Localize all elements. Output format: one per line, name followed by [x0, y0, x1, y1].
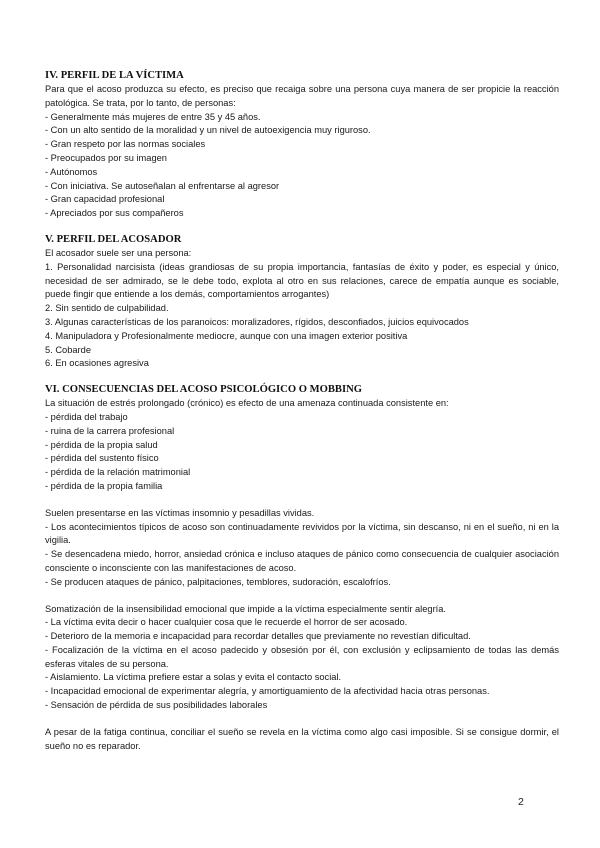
section-harasser-profile	[45, 233, 559, 371]
symptoms-list	[45, 521, 559, 590]
list-item: - Sensación de pérdida de sus posibilidades laborales	[45, 700, 268, 711]
list-item: 3. Algunas características de los paranoicos: moralizadores, rígidos, desconfiados, juicios equivocados	[45, 316, 469, 327]
list-item: 4. Manipuladora y Profesionalmente mediocre, aunque con una imagen exterior positiva	[45, 330, 408, 341]
section-intro: Para que el acoso produzca su efecto, es preciso que recaiga sobre una persona cuya manera de ser propicie la reacción patológica. Se trata, por lo tanto, de personas:	[45, 84, 559, 108]
list-item: - Se producen ataques de pánico, palpitaciones, temblores, sudoración, escalofríos.	[45, 576, 391, 587]
list-item: 2. Sin sentido de culpabilidad.	[45, 303, 169, 314]
list-item: - Deterioro de la memoria e incapacidad para recordar detalles que previamente no revestían dificultad.	[45, 631, 471, 642]
section-intro: El acosador suele ser una persona:	[45, 247, 192, 258]
list-item: - Con iniciativa. Se autoseñalan al enfrentarse al agresor	[45, 180, 280, 191]
list-item: - La víctima evita decir o hacer cualquier cosa que le recuerde el horror de ser acosado.	[45, 617, 408, 628]
list-item: - ruina de la carrera profesional	[45, 425, 175, 436]
list-item: - Gran capacidad profesional	[45, 194, 165, 205]
harasser-traits-list	[45, 261, 559, 371]
section-heading: VI. CONSECUENCIAS DEL ACOSO PSICOLÓGICO O MOBBING	[45, 384, 362, 396]
list-item: - Se desencadena miedo, horror, ansiedad crónica e incluso ataques de pánico como consecuencia de cualquier asociación consciente o inconsciente con las manifestaciones de acoso.	[45, 549, 559, 573]
list-item: - Aislamiento. La víctima prefiere estar a solas y evita el contacto social.	[45, 672, 342, 683]
list-item: 1. Personalidad narcisista (ideas grandiosas de su propia importancia, fantasías de éxito y poder, es especial y único, necesidad de ser admirado, se le debe todo, explota al otro en sus relaciones, carece de empatía aunque es sociable, puede fingir que entiende a los demás, comportamientos arrogantes)	[45, 261, 559, 300]
list-item: - Autónomos	[45, 166, 98, 177]
somatization-list	[45, 616, 559, 713]
document-page	[45, 69, 559, 753]
page-number: 2	[518, 796, 524, 808]
section-heading: IV. PERFIL DE LA VÍCTIMA	[45, 70, 184, 81]
list-item: - Gran respeto por las normas sociales	[45, 139, 206, 150]
list-item: 5. Cobarde	[45, 344, 91, 355]
list-item: - pérdida del sustento físico	[45, 453, 159, 464]
paragraph: Suelen presentarse en las víctimas insomnio y pesadillas vividas.	[45, 507, 315, 518]
list-item: - pérdida de la relación matrimonial	[45, 467, 191, 478]
list-item: - Generalmente más mujeres de entre 35 y 45 años.	[45, 111, 261, 122]
paragraph: Somatización de la insensibilidad emocional que impide a la víctima especialmente sentir alegría.	[45, 603, 447, 614]
victim-traits-list	[45, 111, 559, 221]
list-item: - Apreciados por sus compañeros	[45, 208, 184, 219]
section-heading: V. PERFIL DEL ACOSADOR	[45, 233, 182, 245]
closing-paragraph: A pesar de la fatiga continua, conciliar el sueño se revela en la víctima como algo casi imposible. Si se consigue dormir, el sueño no es reparador.	[45, 726, 559, 751]
section-consequences	[45, 383, 559, 753]
list-item: - Preocupados por su imagen	[45, 152, 167, 163]
section-intro: La situación de estrés prolongado (crónico) es efecto de una amenaza continuada consistente en:	[45, 398, 449, 409]
list-item: - pérdida de la propia salud	[45, 439, 158, 450]
section-victim-profile	[45, 69, 559, 221]
list-item: - pérdida de la propia familia	[45, 480, 163, 491]
list-item: - pérdida del trabajo	[45, 411, 128, 422]
threat-list	[45, 411, 559, 494]
list-item: - Focalización de la víctima en el acoso padecido y obsesión por él, con exclusión y eclipsamiento de todas las demás esferas vitales de su persona.	[45, 644, 559, 669]
list-item: - Con un alto sentido de la moralidad y un nivel de autoexigencia muy riguroso.	[45, 125, 371, 136]
list-item: 6. En ocasiones agresiva	[45, 358, 149, 369]
list-item: - Incapacidad emocional de experimentar alegría, y amortiguamiento de la afectividad hacia otras personas.	[45, 686, 490, 697]
list-item: - Los acontecimientos típicos de acoso son continuadamente revividos por la víctima, sin descanso, ni en el sueño, ni en la vigilia.	[45, 521, 559, 546]
